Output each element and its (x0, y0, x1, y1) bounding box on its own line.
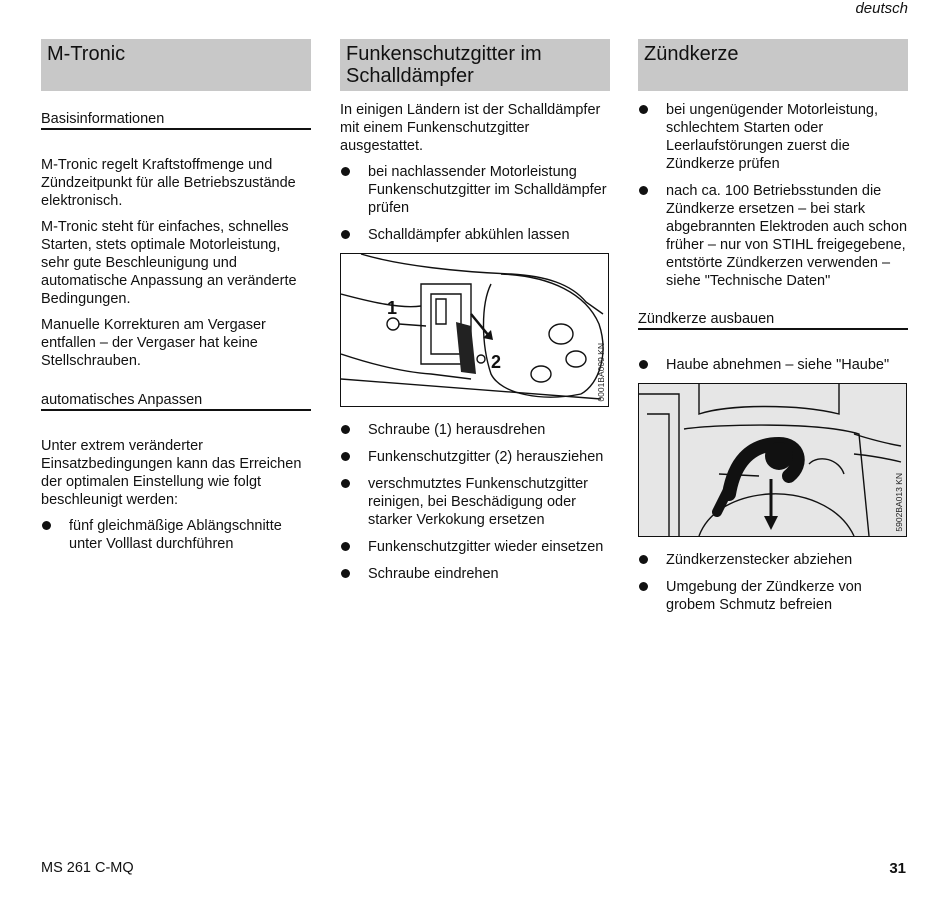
muffler-illustration (341, 254, 608, 406)
spark-plug-illustration (639, 384, 906, 536)
list-item: Funkenschutzgitter (2) herausziehen (340, 448, 610, 466)
list-item: Haube abnehmen – siehe "Haube" (638, 356, 908, 374)
figure-spark-plug (638, 383, 907, 537)
bullet-icon (341, 542, 350, 551)
list-item: verschmutztes Funkenschutzgitter reinigen, bei Beschädigung oder starker Verkokung ersetzen (340, 475, 610, 529)
list-item: Funkenschutzgitter wieder einsetzen (340, 538, 610, 556)
bullet-icon (341, 452, 350, 461)
figure-label-2: 2 (491, 352, 502, 372)
list-item: Schraube eindrehen (340, 565, 610, 583)
bullet-icon (639, 186, 648, 195)
column-m-tronic (41, 39, 311, 562)
bullet-icon (341, 479, 350, 488)
bullet-list (340, 163, 610, 244)
section-title-m-tronic: M-Tronic (41, 39, 311, 91)
column-zuendkerze (638, 39, 908, 623)
section-title-funkenschutzgitter: Funkenschutzgitter im Schalldämpfer (340, 39, 610, 91)
list-item: Umgebung der Zündkerze von grobem Schmutz befreien (638, 578, 908, 614)
paragraph: In einigen Ländern ist der Schalldämpfer mit einem Funkenschutzgitter ausgestattet. (340, 102, 601, 154)
list-item: Schraube (1) herausdrehen (340, 421, 610, 439)
bullet-icon (341, 569, 350, 578)
paragraph: M-Tronic regelt Kraftstoffmenge und Zündzeitpunkt für alle Betriebszustände elektronisch. (41, 157, 296, 209)
list-item: fünf gleichmäßige Ablängschnitte unter Volllast durchführen (41, 517, 311, 553)
bullet-list (638, 551, 908, 614)
paragraph: Manuelle Korrekturen am Vergaser entfallen – der Vergaser hat keine Stellschrauben. (41, 317, 266, 369)
bullet-icon (639, 582, 648, 591)
bullet-icon (341, 167, 350, 176)
subheading-automatisches-anpassen: automatisches Anpassen (41, 392, 311, 411)
list-item: Zündkerzenstecker abziehen (638, 551, 908, 569)
list-item: bei nachlassender Motorleistung Funkenschutzgitter im Schalldämpfer prüfen (340, 163, 610, 217)
bullet-list (340, 421, 610, 583)
section-title-zuendkerze: Zündkerze (638, 39, 908, 91)
paragraph: Unter extrem veränderter Einsatzbedingungen kann das Erreichen der optimalen Einstellung wie folgt beschleunigt werden: (41, 438, 302, 508)
list-item: bei ungenügender Motorleistung, schlechtem Starten oder Leerlaufstörungen zuerst die Zündkerze prüfen (638, 101, 908, 173)
bullet-list (638, 101, 908, 290)
bullet-icon (341, 230, 350, 239)
footer-model: MS 261 C-MQ (41, 860, 134, 876)
bullet-icon (42, 521, 51, 530)
figure-code: 0001BA009 KN (596, 343, 606, 402)
bullet-icon (341, 425, 350, 434)
column-funkenschutzgitter (340, 39, 610, 592)
page-number: 31 (889, 860, 906, 877)
subheading-basisinformationen: Basisinformationen (41, 111, 311, 130)
bullet-list (638, 356, 908, 374)
bullet-icon (639, 360, 648, 369)
language-label: deutsch (855, 0, 908, 17)
figure-label-1: 1 (387, 298, 398, 318)
paragraph: M-Tronic steht für einfaches, schnelles Starten, stets optimale Motorleistung, sehr gute Beschleunigung und automatische Anpassung an veränderte Bedingungen. (41, 219, 297, 307)
subheading-zuendkerze-ausbauen: Zündkerze ausbauen (638, 311, 908, 330)
figure-muffler (340, 253, 609, 407)
figure-code: 5902BA013 KN (894, 473, 904, 532)
list-item: Schalldämpfer abkühlen lassen (340, 226, 610, 244)
bullet-icon (639, 105, 648, 114)
bullet-list (41, 517, 311, 553)
list-item: nach ca. 100 Betriebsstunden die Zündkerze ersetzen – bei stark abgebrannten Elektroden auch schon früher – nur von STIHL freigegebene, entstörte Zündkerzen verwenden – siehe "Technische Daten" (638, 182, 908, 290)
bullet-icon (639, 555, 648, 564)
